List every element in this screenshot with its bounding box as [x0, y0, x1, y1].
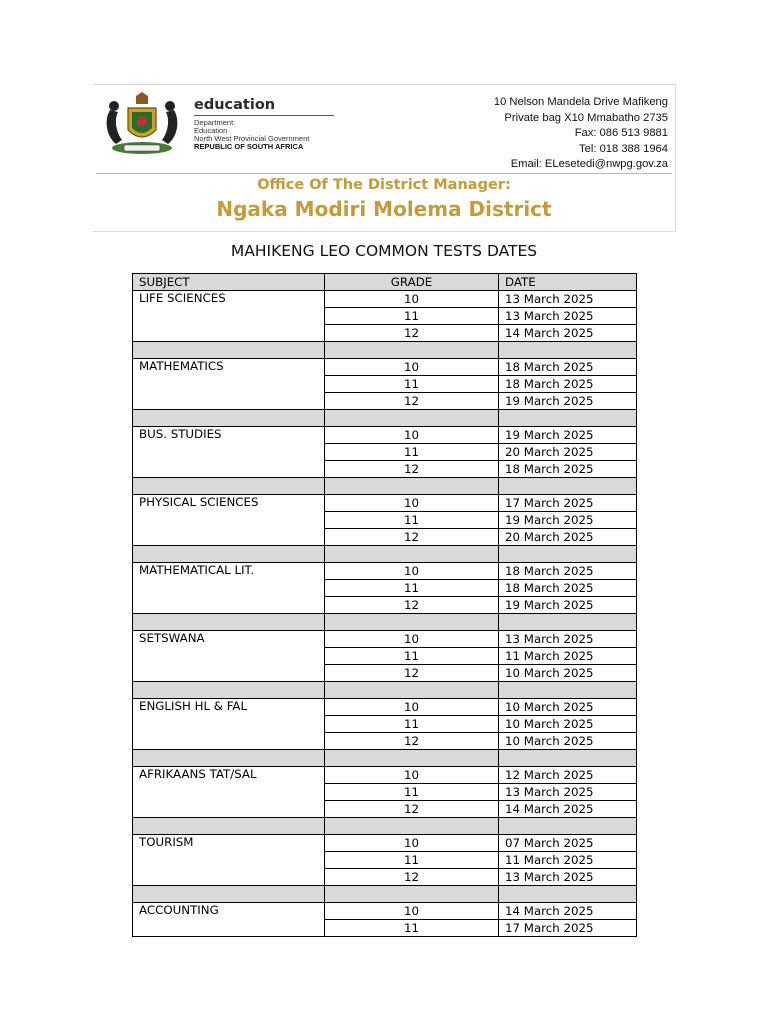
table-row [133, 767, 637, 784]
grade-cell: 10 [325, 631, 499, 648]
table-header-row [133, 274, 637, 291]
email-line: Email: ELesetedi@nwpg.gov.za [510, 158, 668, 170]
column-header-subject: SUBJECT [133, 274, 325, 291]
separator-row [133, 410, 637, 427]
date-cell: 13 March 2025 [499, 784, 637, 801]
grade-cell: 11 [325, 920, 499, 937]
separator-cell [133, 614, 325, 631]
grade-cell: 10 [325, 495, 499, 512]
department-block [194, 96, 434, 151]
table-body [133, 291, 637, 937]
separator-cell [499, 342, 637, 359]
separator-row [133, 886, 637, 903]
grade-cell: 11 [325, 648, 499, 665]
department-line: Department: [194, 118, 236, 127]
coat-of-arms-icon [98, 90, 186, 156]
separator-cell [499, 818, 637, 835]
subject-cell: AFRIKAANS TAT/SAL [133, 767, 325, 818]
department-title: education [194, 97, 276, 113]
grade-cell: 12 [325, 325, 499, 342]
table-row [133, 631, 637, 648]
table-row [133, 359, 637, 376]
date-cell: 07 March 2025 [499, 835, 637, 852]
subject-cell: PHYSICAL SCIENCES [133, 495, 325, 546]
date-cell: 13 March 2025 [499, 308, 637, 325]
grade-cell: 10 [325, 767, 499, 784]
grade-cell: 12 [325, 869, 499, 886]
department-rule [194, 115, 334, 116]
department-line: REPUBLIC OF SOUTH AFRICA [194, 142, 304, 151]
separator-cell [499, 886, 637, 903]
separator-cell [325, 478, 499, 495]
column-header-grade: GRADE [325, 274, 499, 291]
date-cell: 18 March 2025 [499, 359, 637, 376]
district-name: Ngaka Modiri Molema District [216, 197, 552, 221]
separator-row [133, 546, 637, 563]
date-cell: 20 March 2025 [499, 444, 637, 461]
grade-cell: 11 [325, 580, 499, 597]
date-cell: 19 March 2025 [499, 393, 637, 410]
subject-cell: SETSWANA [133, 631, 325, 682]
separator-cell [325, 614, 499, 631]
address-line: 10 Nelson Mandela Drive Mafikeng [493, 96, 668, 108]
grade-cell: 11 [325, 784, 499, 801]
grade-cell: 11 [325, 716, 499, 733]
grade-cell: 10 [325, 291, 499, 308]
separator-cell [499, 546, 637, 563]
date-cell: 13 March 2025 [499, 869, 637, 886]
table-row [133, 903, 637, 920]
date-cell: 10 March 2025 [499, 716, 637, 733]
separator-row [133, 342, 637, 359]
table-row [133, 699, 637, 716]
date-cell: 11 March 2025 [499, 852, 637, 869]
separator-cell [133, 342, 325, 359]
grade-cell: 11 [325, 308, 499, 325]
separator-row [133, 682, 637, 699]
date-cell: 10 March 2025 [499, 665, 637, 682]
separator-cell [325, 682, 499, 699]
contact-block [494, 95, 668, 173]
letterhead-divider [96, 173, 672, 174]
grade-cell: 10 [325, 359, 499, 376]
date-cell: 19 March 2025 [499, 597, 637, 614]
separator-cell [133, 478, 325, 495]
table-row [133, 563, 637, 580]
separator-cell [133, 750, 325, 767]
test-dates-table [132, 273, 637, 937]
department-line: Education [194, 126, 228, 135]
subject-cell: MATHEMATICAL LIT. [133, 563, 325, 614]
fax-line: Fax: 086 513 9881 [574, 127, 668, 139]
date-cell: 20 March 2025 [499, 529, 637, 546]
date-cell: 14 March 2025 [499, 903, 637, 920]
separator-cell [133, 682, 325, 699]
separator-cell [133, 886, 325, 903]
separator-cell [325, 886, 499, 903]
separator-cell [325, 750, 499, 767]
date-cell: 18 March 2025 [499, 580, 637, 597]
separator-cell [133, 410, 325, 427]
grade-cell: 12 [325, 529, 499, 546]
grade-cell: 10 [325, 563, 499, 580]
grade-cell: 11 [325, 444, 499, 461]
grade-cell: 10 [325, 699, 499, 716]
date-cell: 11 March 2025 [499, 648, 637, 665]
separator-row [133, 818, 637, 835]
subject-cell: BUS. STUDIES [133, 427, 325, 478]
address-line: Private bag X10 Mmabatho 2735 [504, 111, 668, 124]
separator-cell [133, 546, 325, 563]
table-row [133, 495, 637, 512]
grade-cell: 12 [325, 393, 499, 410]
grade-cell: 12 [325, 461, 499, 478]
grade-cell: 12 [325, 597, 499, 614]
separator-cell [325, 342, 499, 359]
date-cell: 14 March 2025 [499, 801, 637, 818]
separator-row [133, 614, 637, 631]
separator-row [133, 478, 637, 495]
date-cell: 14 March 2025 [499, 325, 637, 342]
letterhead [93, 84, 676, 232]
separator-cell [325, 546, 499, 563]
tel-line: Tel: 018 388 1964 [579, 142, 668, 155]
grade-cell: 11 [325, 376, 499, 393]
grade-cell: 11 [325, 852, 499, 869]
date-cell: 19 March 2025 [499, 427, 637, 444]
date-cell: 17 March 2025 [499, 495, 637, 512]
separator-cell [499, 682, 637, 699]
separator-cell [499, 614, 637, 631]
grade-cell: 12 [325, 733, 499, 750]
subject-cell: LIFE SCIENCES [133, 291, 325, 342]
date-cell: 12 March 2025 [499, 767, 637, 784]
column-header-date: DATE [499, 274, 637, 291]
separator-cell [499, 478, 637, 495]
subject-cell: TOURISM [133, 835, 325, 886]
separator-cell [499, 410, 637, 427]
date-cell: 18 March 2025 [499, 563, 637, 580]
grade-cell: 12 [325, 665, 499, 682]
date-cell: 18 March 2025 [499, 461, 637, 478]
date-cell: 18 March 2025 [499, 376, 637, 393]
separator-cell [499, 750, 637, 767]
date-cell: 17 March 2025 [499, 920, 637, 937]
grade-cell: 11 [325, 512, 499, 529]
subject-cell: MATHEMATICS [133, 359, 325, 410]
separator-cell [325, 818, 499, 835]
separator-cell [133, 818, 325, 835]
subject-cell: ENGLISH HL & FAL [133, 699, 325, 750]
table-row [133, 835, 637, 852]
grade-cell: 10 [325, 835, 499, 852]
date-cell: 19 March 2025 [499, 512, 637, 529]
grade-cell: 10 [325, 427, 499, 444]
grade-cell: 12 [325, 801, 499, 818]
date-cell: 13 March 2025 [499, 291, 637, 308]
separator-row [133, 750, 637, 767]
office-title: Office Of The District Manager: [257, 177, 511, 193]
table-row [133, 291, 637, 308]
separator-cell [325, 410, 499, 427]
subject-cell: ACCOUNTING [133, 903, 325, 937]
date-cell: 13 March 2025 [499, 631, 637, 648]
date-cell: 10 March 2025 [499, 699, 637, 716]
table-row [133, 427, 637, 444]
document-title: MAHIKENG LEO COMMON TESTS DATES [230, 242, 538, 260]
department-line: North West Provincial Government [194, 134, 310, 143]
grade-cell: 10 [325, 903, 499, 920]
date-cell: 10 March 2025 [499, 733, 637, 750]
